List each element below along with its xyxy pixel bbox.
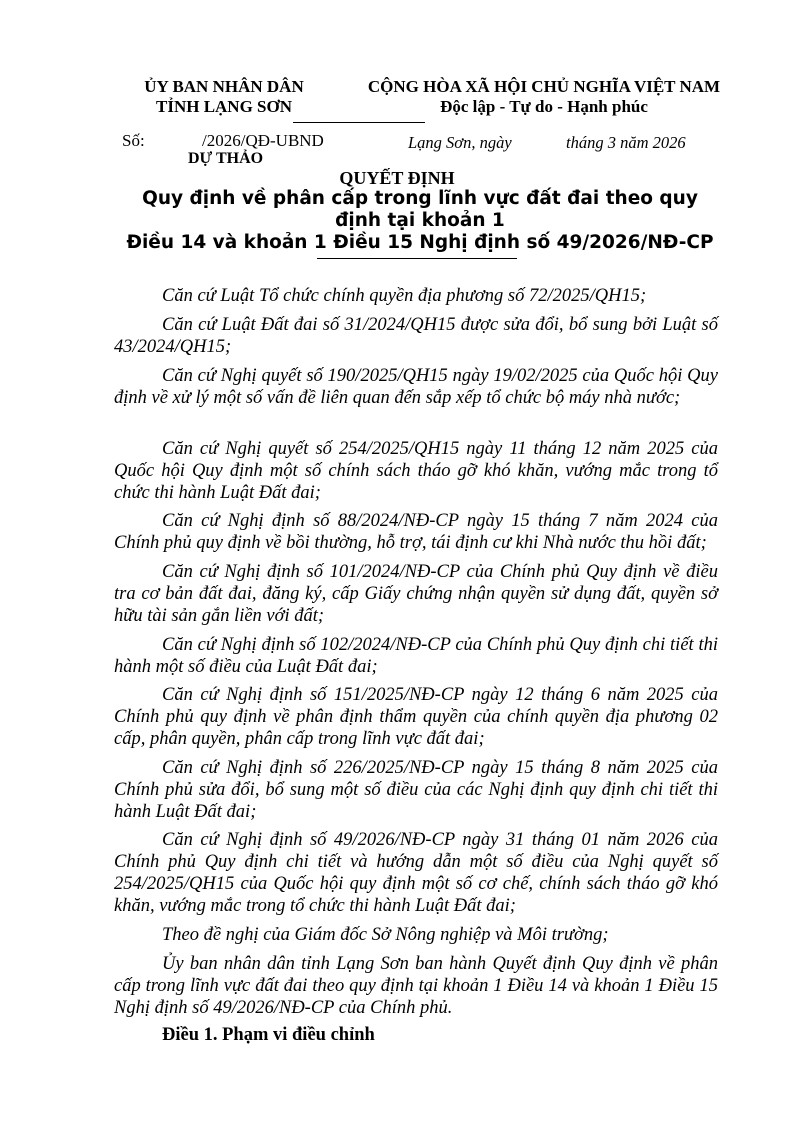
- national-title: CỘNG HÒA XÃ HỘI CHỦ NGHĨA VIỆT NAM: [367, 77, 721, 96]
- legal-basis-paragraph: Căn cứ Luật Đất đai số 31/2024/QH15 được sửa đổi, bổ sung bởi Luật số 43/2024/QH15;: [114, 315, 718, 357]
- article-1-heading: Điều 1. Phạm vi điều chỉnh: [162, 1025, 375, 1045]
- legal-basis-paragraph: Căn cứ Nghị quyết số 190/2025/QH15 ngày 19/02/2025 của Quốc hội Quy định về xử lý một số vấn đề liên quan đến sắp xếp tổ chức bộ máy nhà nước;: [114, 366, 718, 408]
- decision-subject-line3: Điều 14 và khoản 1 Điều 15 Nghị định số 49/2026/NĐ-CP: [126, 232, 714, 253]
- legal-basis-paragraph: Căn cứ Nghị định số 151/2025/NĐ-CP ngày 12 tháng 6 năm 2025 của Chính phủ quy định về phân định thẩm quyền của chính quyền địa phương 02 cấp, phân quyền, phân cấp trong lĩnh vực đất đai;: [114, 685, 718, 749]
- issuing-authority-line2: TỈNH LẠNG SƠN: [155, 97, 293, 116]
- place-date-prefix: Lạng Sơn, ngày: [408, 133, 512, 152]
- document-type-heading: QUYẾT ĐỊNH: [339, 168, 455, 188]
- title-underline: [317, 258, 517, 259]
- legal-basis-paragraph: Căn cứ Nghị định số 88/2024/NĐ-CP ngày 15 tháng 7 năm 2024 của Chính phủ quy định về bồi thường, hỗ trợ, tái định cư khi Nhà nước thu hồi đất;: [114, 511, 718, 553]
- document-number-label: Số:: [122, 131, 145, 150]
- issuing-authority-line1: ỦY BAN NHÂN DÂN: [144, 77, 304, 96]
- legal-basis-paragraph: Căn cứ Luật Tổ chức chính quyền địa phương số 72/2025/QH15;: [162, 286, 647, 306]
- legal-basis-paragraph: Căn cứ Nghị quyết số 254/2025/QH15 ngày 11 tháng 12 năm 2025 của Quốc hội Quy định một số chính sách tháo gỡ khó khăn, vướng mắc trong tổ chức thi hành Luật Đất đai;: [114, 439, 718, 503]
- legal-basis-paragraph: Căn cứ Nghị định số 101/2024/NĐ-CP của Chính phủ Quy định về điều tra cơ bản đất đai, đăng ký, cấp Giấy chứng nhận quyền sử dụng đất, quyền sở hữu tài sản gắn liền với đất;: [114, 562, 718, 626]
- document-number: /2026/QĐ-UBND: [202, 131, 324, 150]
- draft-label: DỰ THẢO: [188, 150, 264, 167]
- decision-subject-line2: định tại khoản 1: [335, 210, 505, 231]
- legal-basis-paragraph: Căn cứ Nghị định số 226/2025/NĐ-CP ngày 15 tháng 8 năm 2025 của Chính phủ sửa đổi, bổ sung một số điều của các Nghị định quy định chi tiết thi hành Luật Đất đai;: [114, 758, 718, 822]
- motto-underline: [293, 122, 425, 123]
- legal-basis-paragraph: Căn cứ Nghị định số 102/2024/NĐ-CP của Chính phủ Quy định chi tiết thi hành một số điều của Luật Đất đai;: [114, 635, 718, 677]
- national-motto: Độc lập - Tự do - Hạnh phúc: [440, 97, 648, 116]
- place-date-suffix: tháng 3 năm 2026: [566, 133, 686, 152]
- enactment-paragraph: Ủy ban nhân dân tỉnh Lạng Sơn ban hành Quyết định Quy định về phân cấp trong lĩnh vực đất đai theo quy định tại khoản 1 Điều 14 và khoản 1 Điều 15 Nghị định số 49/2026/NĐ-CP của Chính phủ.: [114, 954, 718, 1018]
- legal-basis-paragraph: Căn cứ Nghị định số 49/2026/NĐ-CP ngày 31 tháng 01 năm 2026 của Chính phủ Quy định chi tiết và hướng dẫn một số điều của Nghị quyết số 254/2025/QH15 của Quốc hội quy định một số cơ chế, chính sách tháo gỡ khó khăn, vướng mắc trong tổ chức thi hành Luật Đất đai;: [114, 830, 718, 916]
- decision-subject-line1: Quy định về phân cấp trong lĩnh vực đất đai theo quy: [142, 188, 698, 209]
- proposal-paragraph: Theo đề nghị của Giám đốc Sở Nông nghiệp và Môi trường;: [162, 925, 609, 945]
